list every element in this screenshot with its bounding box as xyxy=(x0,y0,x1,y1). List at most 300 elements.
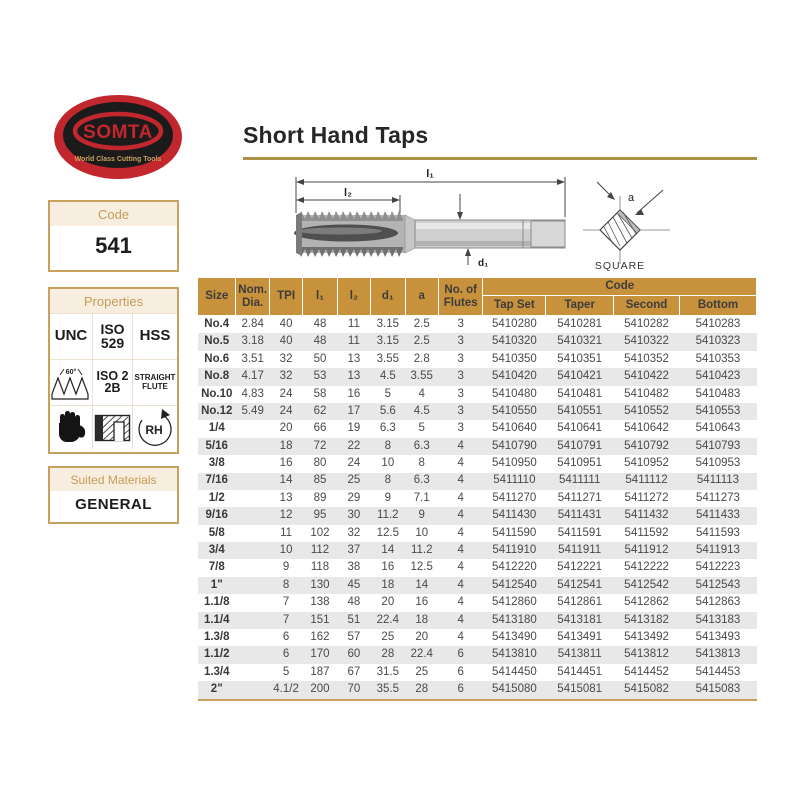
tpi-cell: 18 xyxy=(279,439,293,452)
tap-set-code-cell: 5410420 xyxy=(491,370,537,383)
taper-code-cell: 5413491 xyxy=(557,630,603,643)
tpi-cell: 13 xyxy=(279,491,293,504)
property-thread-standard xyxy=(50,313,92,359)
l1-cell: 118 xyxy=(310,561,330,574)
col-header-tpi: TPI xyxy=(269,278,302,316)
second-code-cell: 5411432 xyxy=(624,509,669,522)
tap-set-code-cell: 5411430 xyxy=(492,509,537,522)
bottom-code-cell: 5410483 xyxy=(695,387,741,400)
col-header-d1: d₁ xyxy=(371,278,405,316)
hand-glove-icon xyxy=(55,410,87,446)
tpi-cell: 8 xyxy=(282,578,290,591)
taper-code-cell: 5410321 xyxy=(557,335,603,348)
l2-cell: 70 xyxy=(337,681,370,699)
l1-cell: 85 xyxy=(313,474,327,487)
l1-cell: 66 xyxy=(313,422,327,435)
table-row xyxy=(198,490,757,507)
property-flute-type xyxy=(132,359,177,405)
d1-cell: 8 xyxy=(384,474,392,487)
a-cell: 12.5 xyxy=(410,561,433,574)
table-row xyxy=(198,629,757,646)
nom-dia-cell xyxy=(236,629,269,646)
taper-code-cell: 5410421 xyxy=(557,370,603,383)
bottom-code-cell: 5412223 xyxy=(695,561,741,574)
tap-square-end xyxy=(531,221,565,247)
tap-set-code-cell: 5410480 xyxy=(491,387,537,400)
nom-dia-cell xyxy=(236,438,269,455)
second-code-cell: 5410282 xyxy=(624,317,669,330)
d1-cell: 20 xyxy=(381,596,395,609)
nom-dia-cell: 2.84 xyxy=(241,317,264,330)
second-code-cell: 5410792 xyxy=(624,439,669,452)
second-code-cell: 5410642 xyxy=(624,422,669,435)
nom-dia-cell xyxy=(236,455,269,472)
unc-label: UNC xyxy=(54,327,88,345)
a-cell: 4 xyxy=(418,387,425,400)
second-code-cell: 5412222 xyxy=(624,561,669,574)
a-cell: 9 xyxy=(418,509,425,522)
tap-set-code-cell: 5412540 xyxy=(491,578,537,591)
col-header-nom-line1: Nom. xyxy=(238,284,268,297)
property-iso529 xyxy=(92,313,132,359)
size-cell: 3/8 xyxy=(208,457,225,470)
property-material xyxy=(132,313,177,359)
iso529-line2: 529 xyxy=(100,334,125,351)
l2-cell: 48 xyxy=(347,596,361,609)
size-cell: 1.3/8 xyxy=(203,630,230,643)
nom-dia-cell xyxy=(236,507,269,524)
d1-cell: 12.5 xyxy=(376,526,400,539)
l1-cell: 48 xyxy=(313,317,327,330)
l2-cell: 25 xyxy=(347,474,361,487)
a-cell: 2.8 xyxy=(413,352,430,365)
size-cell: 7/16 xyxy=(205,474,228,487)
a-cell: 4.5 xyxy=(413,404,430,417)
tap-set-code-cell: 5410350 xyxy=(491,352,537,365)
nom-dia-cell xyxy=(236,664,269,681)
col-header-tap-set: Tap Set xyxy=(483,296,546,316)
col-header-a: a xyxy=(405,278,438,316)
table-row xyxy=(198,507,757,524)
l2-cell: 67 xyxy=(347,665,361,678)
l1-cell: 89 xyxy=(313,491,327,504)
tap-set-code-cell: 5410790 xyxy=(491,439,537,452)
size-cell: 3/4 xyxy=(208,544,225,557)
nom-dia-cell xyxy=(236,473,269,490)
second-code-cell: 5415082 xyxy=(614,681,680,699)
a-cell: 11.2 xyxy=(410,544,433,557)
tap-specs-table xyxy=(197,277,757,701)
tpi-cell: 6 xyxy=(282,648,290,661)
taper-code-cell: 5411591 xyxy=(557,526,602,539)
taper-code-cell: 5410281 xyxy=(557,317,603,330)
bottom-code-cell: 5413493 xyxy=(695,630,741,643)
second-code-cell: 5410322 xyxy=(624,335,669,348)
table-row xyxy=(198,386,757,403)
nom-dia-cell xyxy=(236,525,269,542)
size-cell: 2" xyxy=(198,681,236,699)
l2-cell: 57 xyxy=(347,630,361,643)
taper-code-cell: 5410791 xyxy=(557,439,603,452)
a-cell: 8 xyxy=(418,457,425,470)
table-row xyxy=(198,681,757,699)
table-row xyxy=(198,542,757,559)
tpi-cell: 7 xyxy=(282,596,290,609)
flutes-cell: 4 xyxy=(457,613,464,626)
l1-cell: 72 xyxy=(313,439,327,452)
iso529-line1: ISO xyxy=(100,321,125,338)
d1-cell: 3.15 xyxy=(376,317,400,330)
size-cell: No.5 xyxy=(204,335,230,348)
second-code-cell: 5413182 xyxy=(624,613,669,626)
a-cell: 6.3 xyxy=(413,439,430,452)
col-header-flutes-line2: Flutes xyxy=(443,296,478,309)
property-hand-tap xyxy=(50,405,92,449)
l2-cell: 13 xyxy=(347,352,361,365)
l1-cell: 130 xyxy=(310,578,330,591)
square-section-shape xyxy=(600,210,640,250)
col-header-code-group: Code xyxy=(483,278,757,296)
rh-rotation-icon xyxy=(133,407,177,449)
bottom-code-cell: 5410553 xyxy=(695,404,741,417)
bottom-code-cell: 5410423 xyxy=(695,370,741,383)
size-cell: 1.3/4 xyxy=(203,665,230,678)
d1-cell: 18 xyxy=(381,578,395,591)
l2-cell: 11 xyxy=(347,335,360,348)
tap-set-code-cell: 5412220 xyxy=(491,561,537,574)
hss-label: HSS xyxy=(139,327,171,345)
taper-code-cell: 5411911 xyxy=(558,544,602,557)
flutes-cell: 6 xyxy=(457,665,464,678)
flutes-cell: 4 xyxy=(457,630,464,643)
table-row xyxy=(198,594,757,611)
a-cell: 2.5 xyxy=(413,335,430,348)
logo-brand-text: SOMTA xyxy=(83,122,153,143)
size-cell: 5/16 xyxy=(205,439,228,452)
flutes-cell: 6 xyxy=(438,681,483,699)
tap-set-code-cell: 5410950 xyxy=(491,457,537,470)
a-cell: 2.5 xyxy=(413,317,430,330)
tpi-cell: 24 xyxy=(279,387,293,400)
second-code-cell: 5411272 xyxy=(624,491,669,504)
table-row xyxy=(198,612,757,629)
a-cell: 3.55 xyxy=(410,370,433,383)
size-cell: No.6 xyxy=(204,352,230,365)
l1-cell: 102 xyxy=(310,526,330,539)
size-cell: No.12 xyxy=(201,404,233,417)
tpi-cell: 14 xyxy=(279,474,293,487)
table-row xyxy=(198,473,757,490)
l2-cell: 24 xyxy=(347,457,361,470)
tap-set-code-cell: 5411910 xyxy=(492,544,537,557)
d1-cell: 3.15 xyxy=(376,335,400,348)
table-row xyxy=(198,403,757,420)
d1-cell: 28 xyxy=(381,648,395,661)
col-header-l1: l₁ xyxy=(303,278,337,316)
second-code-cell: 5410422 xyxy=(624,370,669,383)
blind-hole-icon xyxy=(94,414,132,442)
nom-dia-cell: 3.51 xyxy=(241,352,264,365)
table-row xyxy=(198,316,757,334)
d1-cell: 22.4 xyxy=(376,613,400,626)
col-header-second: Second xyxy=(614,296,680,316)
flutes-cell: 4 xyxy=(457,526,464,539)
tap-set-code-cell: 5413490 xyxy=(491,630,537,643)
tpi-cell: 5 xyxy=(282,665,290,678)
l2-cell: 60 xyxy=(347,648,361,661)
table-row xyxy=(198,351,757,368)
nom-dia-cell xyxy=(236,559,269,576)
square-caption: SQUARE xyxy=(594,260,646,272)
flutes-cell: 3 xyxy=(457,335,464,348)
col-header-l2: l₂ xyxy=(337,278,370,316)
d1-cell: 5.6 xyxy=(379,404,396,417)
bottom-code-cell: 5415083 xyxy=(679,681,756,699)
flutes-cell: 4 xyxy=(457,596,464,609)
col-header-size: Size xyxy=(198,278,236,316)
col-header-nom-dia xyxy=(236,278,269,316)
bottom-code-cell: 5410953 xyxy=(695,457,741,470)
tpi-cell: 6 xyxy=(282,630,290,643)
table-row xyxy=(198,368,757,385)
taper-code-cell: 5414451 xyxy=(557,665,603,678)
nom-dia-cell xyxy=(236,577,269,594)
size-cell: No.10 xyxy=(201,387,233,400)
property-rotation xyxy=(132,405,177,449)
tap-set-code-cell: 5413810 xyxy=(491,648,537,661)
flutes-cell: 3 xyxy=(457,404,464,417)
l2-cell: 16 xyxy=(347,387,361,400)
tpi-cell: 10 xyxy=(279,544,293,557)
logo-tagline: World Class Cutting Tools xyxy=(74,156,162,163)
l1-cell: 53 xyxy=(313,370,327,383)
l2-cell: 11 xyxy=(347,317,360,330)
l2-cell: 45 xyxy=(347,578,361,591)
tpi-cell: 4.1/2 xyxy=(269,681,302,699)
d1-cell: 14 xyxy=(381,544,395,557)
table-row xyxy=(198,333,757,350)
property-thread-angle xyxy=(50,359,92,405)
iso2-line2: 2B xyxy=(104,380,121,395)
size-cell: No.4 xyxy=(204,317,230,330)
second-code-cell: 5412862 xyxy=(624,596,669,609)
col-header-bottom: Bottom xyxy=(679,296,756,316)
tap-set-code-cell: 5411110 xyxy=(493,474,536,487)
a-cell: 5 xyxy=(418,422,425,435)
l2-cell: 30 xyxy=(347,509,361,522)
flutes-cell: 3 xyxy=(457,370,464,383)
size-cell: 1" xyxy=(210,578,223,591)
col-header-taper: Taper xyxy=(546,296,614,316)
tpi-cell: 7 xyxy=(282,613,290,626)
size-cell: 1/4 xyxy=(208,422,225,435)
bottom-code-cell: 5410353 xyxy=(695,352,741,365)
tpi-cell: 32 xyxy=(279,370,293,383)
l2-cell: 38 xyxy=(347,561,361,574)
d1-cell: 6.3 xyxy=(379,422,396,435)
bottom-code-cell: 5410643 xyxy=(695,422,741,435)
l1-cell: 62 xyxy=(313,404,327,417)
tap-set-code-cell: 5410280 xyxy=(491,317,537,330)
dim-l1-label: l₁ xyxy=(426,168,434,180)
size-cell: 7/8 xyxy=(208,561,225,574)
dim-l2-label: l₂ xyxy=(344,187,352,199)
flutes-cell: 3 xyxy=(457,422,464,435)
thread-section xyxy=(294,211,405,257)
flute-line2: FLUTE xyxy=(142,381,168,391)
tpi-cell: 20 xyxy=(279,422,293,435)
tpi-cell: 32 xyxy=(279,352,293,365)
nom-dia-cell: 4.17 xyxy=(241,370,264,383)
nom-dia-cell: 5.49 xyxy=(241,404,264,417)
suited-materials-value: GENERAL xyxy=(75,496,152,513)
second-code-cell: 5411112 xyxy=(625,474,668,487)
iso2-line1: ISO 2 xyxy=(96,368,129,383)
flutes-cell: 3 xyxy=(457,387,464,400)
l1-cell: 187 xyxy=(310,665,330,678)
flutes-cell: 4 xyxy=(457,439,464,452)
flutes-cell: 4 xyxy=(457,491,464,504)
rh-label: RH xyxy=(145,422,163,437)
l2-cell: 17 xyxy=(347,404,361,417)
bottom-code-cell: 5411593 xyxy=(696,526,740,539)
d1-cell: 11.2 xyxy=(377,509,399,522)
size-cell: 1.1/8 xyxy=(203,596,230,609)
flutes-cell: 3 xyxy=(457,317,464,330)
tap-set-code-cell: 5413180 xyxy=(491,613,537,626)
flutes-cell: 4 xyxy=(457,509,464,522)
code-value: 541 xyxy=(95,233,132,258)
bottom-code-cell: 5413183 xyxy=(695,613,741,626)
tpi-cell: 40 xyxy=(279,317,293,330)
table-row xyxy=(198,646,757,663)
second-code-cell: 5410352 xyxy=(624,352,669,365)
second-code-cell: 5410952 xyxy=(624,457,669,470)
tap-set-code-cell: 5414450 xyxy=(491,665,537,678)
second-code-cell: 5412542 xyxy=(624,578,669,591)
code-box xyxy=(48,200,179,272)
taper-code-cell: 5412221 xyxy=(557,561,603,574)
tpi-cell: 24 xyxy=(279,404,293,417)
second-code-cell: 5411592 xyxy=(624,526,669,539)
flutes-cell: 4 xyxy=(457,578,464,591)
bottom-code-cell: 5411273 xyxy=(696,491,740,504)
a-cell: 7.1 xyxy=(413,491,430,504)
nom-dia-cell xyxy=(236,490,269,507)
d1-cell: 25 xyxy=(381,630,395,643)
nom-dia-cell: 4.83 xyxy=(241,387,264,400)
l2-cell: 51 xyxy=(347,613,361,626)
l2-cell: 37 xyxy=(347,544,361,557)
size-cell: 1.1/2 xyxy=(203,648,230,661)
tpi-cell: 9 xyxy=(282,561,290,574)
l1-cell: 200 xyxy=(303,681,337,699)
table-row xyxy=(198,664,757,681)
taper-code-cell: 5411271 xyxy=(557,491,602,504)
l1-cell: 50 xyxy=(313,352,327,365)
taper-code-cell: 5411431 xyxy=(557,509,602,522)
nom-dia-cell xyxy=(236,542,269,559)
nom-dia-cell: 3.18 xyxy=(241,335,264,348)
flutes-cell: 4 xyxy=(457,561,464,574)
l1-cell: 48 xyxy=(313,335,327,348)
size-cell: 9/16 xyxy=(205,509,228,522)
flutes-cell: 6 xyxy=(457,648,464,661)
tap-set-code-cell: 5410640 xyxy=(491,422,537,435)
bottom-code-cell: 5414453 xyxy=(695,665,741,678)
taper-code-cell: 5413811 xyxy=(557,648,602,661)
flutes-cell: 4 xyxy=(457,474,464,487)
a-cell: 25 xyxy=(415,665,429,678)
taper-code-cell: 5410351 xyxy=(557,352,603,365)
taper-code-cell: 5412861 xyxy=(557,596,603,609)
l2-cell: 13 xyxy=(347,370,361,383)
taper-code-cell: 5413181 xyxy=(557,613,603,626)
l1-cell: 138 xyxy=(310,596,330,609)
a-cell: 18 xyxy=(415,613,429,626)
bottom-code-cell: 5412863 xyxy=(695,596,741,609)
nom-dia-cell xyxy=(236,612,269,629)
second-code-cell: 5411912 xyxy=(624,544,669,557)
d1-cell: 16 xyxy=(381,561,395,574)
second-code-cell: 5413812 xyxy=(624,648,669,661)
d1-cell: 9 xyxy=(384,491,392,504)
size-cell: No.8 xyxy=(204,370,230,383)
a-cell: 10 xyxy=(415,526,429,539)
second-code-cell: 5413492 xyxy=(624,630,669,643)
title-rule xyxy=(243,157,757,160)
l1-cell: 162 xyxy=(310,630,330,643)
col-header-nom-line2: Dia. xyxy=(242,296,264,309)
col-header-flutes xyxy=(438,278,483,316)
bottom-code-cell: 5412543 xyxy=(695,578,741,591)
d1-cell: 10 xyxy=(381,457,395,470)
l1-cell: 170 xyxy=(310,648,330,661)
thread-angle-icon xyxy=(50,365,92,401)
d1-cell: 4.5 xyxy=(379,370,396,383)
tap-table-body xyxy=(198,316,757,700)
taper-code-cell: 5410641 xyxy=(557,422,603,435)
l2-cell: 29 xyxy=(347,491,361,504)
bottom-code-cell: 5410283 xyxy=(695,317,741,330)
property-hole-type xyxy=(92,405,132,449)
flutes-cell: 4 xyxy=(457,544,464,557)
a-cell: 16 xyxy=(415,596,429,609)
a-cell: 14 xyxy=(415,578,429,591)
tap-drawing xyxy=(288,163,568,268)
nom-dia-cell xyxy=(236,681,269,699)
tap-set-code-cell: 5411590 xyxy=(492,526,537,539)
properties-box xyxy=(48,287,179,454)
l2-cell: 22 xyxy=(347,439,361,452)
tpi-cell: 11 xyxy=(280,526,293,539)
l1-cell: 80 xyxy=(313,457,327,470)
bottom-code-cell: 5410323 xyxy=(695,335,741,348)
nom-dia-cell xyxy=(236,420,269,437)
dim-d1-label: d₁ xyxy=(478,258,489,268)
a-cell: 22.4 xyxy=(410,648,433,661)
d1-cell: 31.5 xyxy=(376,665,400,678)
table-row xyxy=(198,559,757,576)
code-box-header: Code xyxy=(50,202,177,226)
bottom-code-cell: 5413813 xyxy=(695,648,741,661)
table-row xyxy=(198,525,757,542)
thread-angle-value: 60° xyxy=(65,368,77,376)
tap-set-code-cell: 5411270 xyxy=(492,491,537,504)
tap-set-code-cell: 5410550 xyxy=(491,404,537,417)
size-cell: 1.1/4 xyxy=(203,613,230,626)
flutes-cell: 3 xyxy=(457,352,464,365)
